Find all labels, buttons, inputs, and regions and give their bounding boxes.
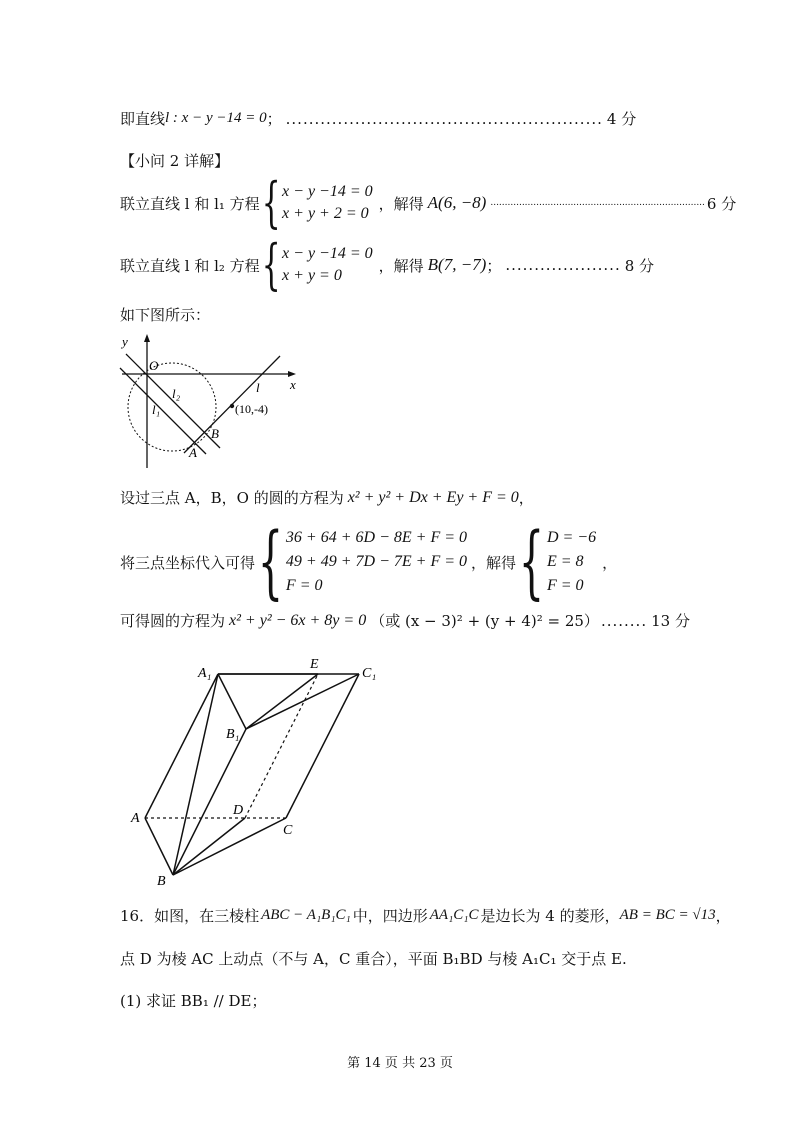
circle	[128, 363, 216, 451]
label-a: A	[131, 811, 140, 826]
label-y: y	[122, 334, 128, 349]
line3-score: 8 分	[624, 256, 655, 275]
edge-bb1	[173, 729, 246, 875]
circle-setup: 设过三点 A，B，O 的圆的方程为 x² + y² + Dx + Ey + F = 0 ，	[120, 488, 534, 507]
circle-result-score: 13 分	[651, 612, 690, 630]
label-b: B	[157, 874, 166, 889]
line2-dots: ...........................................................................	[490, 198, 705, 208]
line2-system: x − y −14 = 0 x + y + 2 = 0	[282, 183, 373, 222]
label-point: (10,-4)	[235, 402, 268, 416]
label-l: l	[256, 380, 260, 395]
line-2: 联立直线 l 和 l₁ 方程 { x − y −14 = 0 x + y + 2 = 0 ，解得 A(6, −8) ........................................................................... 6 分	[120, 171, 737, 234]
line3-result: B(7, −7)	[427, 255, 487, 274]
circle-general-equation: x² + y² + Dx + Ey + F = 0	[347, 488, 519, 506]
edge-ab	[145, 818, 173, 875]
problem16-question1: (1) 求证 BB₁ // DE；	[120, 992, 267, 1010]
figure-intro: 如下图所示：	[120, 306, 211, 324]
label-a1: A₁	[198, 666, 212, 681]
solution-system: D = −6 E = 8 F = 0	[546, 529, 597, 594]
line3-mid: ，解得	[378, 256, 424, 275]
line3-system: x − y −14 = 0 x + y = 0	[282, 245, 373, 284]
line2-score: 6 分	[706, 194, 737, 213]
line1-equation: l : x − y −14 = 0	[165, 110, 267, 126]
problem16-line1: 16．如图，在三棱柱 ABC − A₁B₁C₁ 中，四边形 AA₁C₁C 是边长为 4 的菱形， AB = BC = √13 ，	[120, 907, 731, 925]
line1-sep: ；	[266, 110, 282, 128]
circle-equation: x² + y² − 6x + 8y = 0	[229, 611, 367, 629]
label-b1: B₁	[226, 727, 240, 742]
line2-result: A(6, −8)	[427, 193, 487, 212]
line3-dots: ....................	[505, 256, 621, 274]
edge-b1c1	[246, 674, 359, 729]
label-c: C	[283, 823, 293, 838]
edge-cc1	[286, 674, 359, 818]
line-1	[120, 108, 636, 129]
segment-b1e	[246, 674, 318, 729]
circle-result: 可得圆的方程为 x² + y² − 6x + 8y = 0 （或 (x − 3)² + (y + 4)² = 25） ........ 13 分	[120, 611, 690, 630]
label-l2: l₂	[172, 386, 181, 401]
label-l1: l₁	[152, 402, 161, 417]
label-c1: C₁	[362, 666, 377, 681]
circle-standard-form: （或 (x − 3)² + (y + 4)² = 25）	[370, 612, 599, 630]
line1-dots: .......................................................	[285, 109, 603, 128]
label-d: D	[233, 803, 244, 818]
page-footer: 第 14 页 共 23 页	[347, 1056, 453, 1071]
prism-figure	[120, 655, 400, 890]
label-b: B	[211, 426, 219, 441]
problem16-line2: 点 D 为棱 AC 上动点（不与 A，C 重合），平面 B₁BD 与棱 A₁C₁ 交于点 E.	[120, 950, 627, 968]
line1-score: 4 分	[606, 110, 637, 128]
line-l1	[120, 368, 206, 454]
line2-mid: ，解得	[378, 194, 424, 213]
coordinate-figure	[110, 330, 310, 475]
edge-aa1	[145, 674, 218, 818]
line1-prefix: 即直线	[120, 110, 166, 128]
edge-bc	[173, 818, 286, 875]
label-x: x	[290, 377, 296, 392]
substitute-prefix: 将三点坐标代入可得	[120, 553, 256, 572]
label-e: E	[310, 657, 319, 672]
line-l2	[126, 354, 220, 448]
substitution: 将三点坐标代入可得 { 36 + 64 + 6D − 8E + F = 0 49 + 49 + 7D − 7E + F = 0 F = 0 ，解得 { D = −6 E = 8 F = 0 ，	[120, 515, 618, 608]
line2-prefix: 联立直线 l 和 l₁ 方程	[120, 194, 260, 213]
label-o: O	[149, 358, 159, 373]
line3-prefix: 联立直线 l 和 l₂ 方程	[120, 256, 260, 275]
point-10-neg4	[230, 404, 234, 408]
substitution-system: 36 + 64 + 6D − 8E + F = 0 49 + 49 + 7D − 7E + F = 0 F = 0	[285, 529, 468, 594]
segment-de-hidden	[245, 674, 318, 818]
line-3: 联立直线 l 和 l₂ 方程 { x − y −14 = 0 x + y = 0 ，解得 B(7, −7) ； .................... 8 分	[120, 233, 655, 296]
edge-a1b1	[218, 674, 246, 729]
y-axis-arrow	[144, 334, 150, 342]
label-a: A	[189, 445, 197, 460]
sub2-header: 【小问 2 详解】	[120, 152, 230, 170]
